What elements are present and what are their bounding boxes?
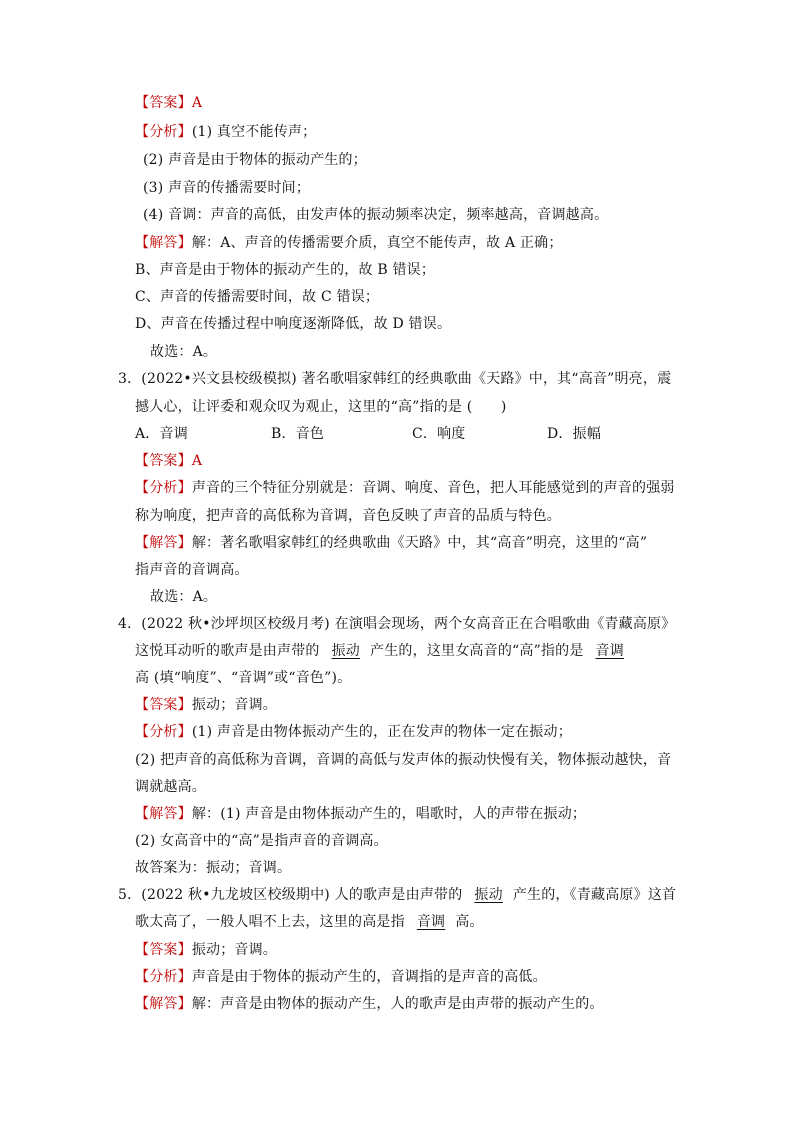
solution-tag: 【解答】: [135, 235, 192, 251]
q5-answer-line: [135, 940, 277, 960]
q2-solution-line-2: B、声音是由于物体的振动产生的，故 B 错误；: [135, 262, 436, 278]
analysis-tag: 【分析】: [135, 969, 192, 985]
q2-analysis-line-3: (3) 声音的传播需要时间；: [143, 180, 311, 196]
analysis-tag: 【分析】: [135, 724, 192, 740]
answer-value: A: [191, 453, 203, 469]
q3-stem-line-1: 3．(2022•兴文县校级模拟) 著名歌唱家韩红的经典歌曲《天路》中，其“高音”明亮，震: [118, 371, 672, 387]
q2-answer-line: [135, 93, 202, 113]
stem-text: 这悦耳动听的歌声是由声带的: [135, 643, 320, 659]
option-b: B．音色: [271, 426, 325, 442]
solution-text: 解：A、声音的传播需要介质，真空不能传声，故 A 正确；: [191, 235, 563, 251]
answer-tag: 【答案】: [135, 697, 192, 713]
q2-solution-line-4: D、声音在传播过程中响度逐渐降低，故 D 错误。: [135, 316, 452, 332]
answer-tag: 【答案】: [135, 942, 192, 958]
q2-solution-line-3: C、声音的传播需要时间，故 C 错误；: [135, 289, 380, 305]
q5-analysis-line: [135, 967, 547, 987]
analysis-text: (1) 声音是由物体振动产生的，正在发声的物体一定在振动；: [191, 724, 572, 740]
q4-analysis-line-1: [135, 722, 572, 742]
stem-text: 产生的，《青藏高原》这首: [512, 887, 677, 903]
fill-blank-1: 振动: [474, 887, 503, 903]
analysis-text: (1) 真空不能传声；: [191, 124, 317, 140]
option-d: D．振幅: [547, 426, 602, 442]
q2-analysis-line-2: (2) 声音是由于物体的振动产生的；: [143, 152, 367, 168]
analysis-text: 声音是由于物体的振动产生的，音调指的是声音的高低。: [191, 969, 547, 985]
stem-text: 高。: [455, 914, 484, 930]
q5-stem-line-2: [135, 912, 484, 932]
analysis-tag: 【分析】: [135, 480, 192, 496]
q4-stem-line-3: 高 (填“响度”、“音调”或“音色”)。: [135, 670, 352, 686]
answer-value: A: [191, 95, 203, 111]
q2-analysis-line-4: (4) 音调：声音的高低，由发声体的振动频率决定，频率越高，音调越高。: [143, 207, 609, 223]
q3-solution-line-1: [135, 533, 647, 553]
q4-analysis-line-2: (2) 把声音的高低称为音调，音调的高低与发声体的振动快慢有关，物体振动越快，音: [135, 752, 672, 768]
stem-text: 产生的，这里女高音的“高”指的是: [370, 643, 584, 659]
option-c: C．响度: [412, 426, 466, 442]
analysis-text: 声音的三个特征分别就是：音调、响度、音色，把人耳能感觉到的声音的强弱: [191, 480, 675, 496]
q4-answer-line: [135, 695, 277, 715]
q2-analysis-line-1: [135, 122, 316, 142]
option-a: A．音调: [135, 426, 188, 442]
q5-solution-line: [135, 994, 604, 1014]
q3-stem-line-2: 撼人心，让评委和观众叹为观止，这里的“高”指的是 ( ): [135, 399, 507, 415]
q5-stem-line-1: [118, 885, 676, 905]
q2-choose-line: 故选：A。: [150, 344, 218, 360]
answer-value: 振动；音调。: [191, 697, 278, 713]
solution-text: 解：声音是由物体的振动产生，人的歌声是由声带的振动产生的。: [191, 996, 604, 1012]
fill-blank-2: 音调: [595, 643, 624, 659]
q3-choose-line: 故选：A。: [150, 589, 218, 605]
q4-solution-line-1: [135, 804, 586, 824]
stem-text: 5．(2022 秋•九龙坡区校级期中) 人的歌声是由声带的: [118, 887, 463, 903]
analysis-tag: 【分析】: [135, 124, 192, 140]
stem-text: 歌太高了，一般人唱不上去，这里的高是指: [135, 914, 405, 930]
answer-tag: 【答案】: [135, 95, 192, 111]
solution-text: 解：著名歌唱家韩红的经典歌曲《天路》中，其“高音”明亮，这里的“高”: [191, 535, 648, 551]
answer-tag: 【答案】: [135, 453, 192, 469]
q4-stem-line-2: [135, 641, 634, 661]
q4-analysis-line-3: 调就越高。: [135, 779, 206, 795]
q3-solution-line-2: 指声音的音调高。: [135, 562, 249, 578]
q3-answer-line: [135, 451, 202, 471]
q3-options: [135, 424, 601, 444]
q4-final-line: 故答案为：振动；音调。: [135, 860, 292, 876]
q3-analysis-line-2: 称为响度，把声音的高低称为音调，音色反映了声音的品质与特色。: [135, 508, 561, 524]
solution-tag: 【解答】: [135, 535, 192, 551]
answer-value: 振动；音调。: [191, 942, 278, 958]
fill-blank-2: 音调: [416, 914, 446, 930]
q4-stem-line-1: 4．(2022 秋•沙坪坝区校级月考) 在演唱会现场，两个女高音正在合唱歌曲《青藏高原》: [118, 616, 676, 632]
q4-solution-line-2: (2) 女高音中的“高”是指声音的音调高。: [135, 833, 388, 849]
q3-analysis-line-1: [135, 478, 675, 498]
solution-tag: 【解答】: [135, 996, 192, 1012]
fill-blank-1: 振动: [331, 643, 361, 659]
q2-solution-line-1: [135, 233, 563, 253]
solution-text: 解：(1) 声音是由物体振动产生的，唱歌时，人的声带在振动；: [191, 806, 587, 822]
solution-tag: 【解答】: [135, 806, 192, 822]
